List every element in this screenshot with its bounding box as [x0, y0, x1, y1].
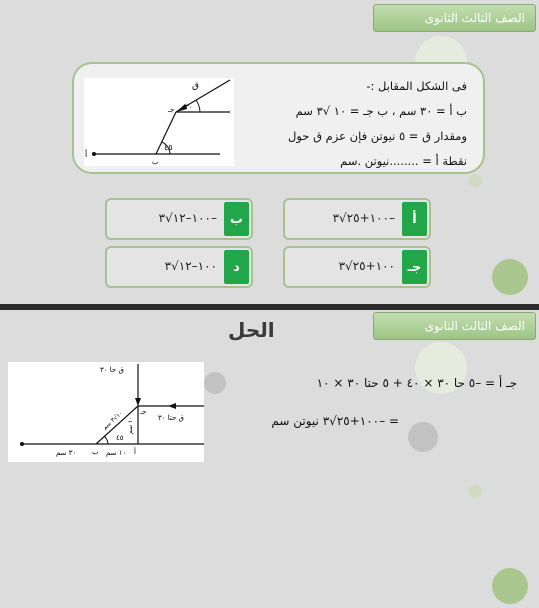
- point-a-label: أ: [85, 150, 88, 159]
- grade-label: الصف الثالث الثانوى: [373, 312, 536, 340]
- solution-line-1: جـ أ = –٥ حا ٣٠ × ٤٠ + ٥ حتا ٣٠ × ١٠: [316, 376, 517, 390]
- option-letter: ب: [224, 202, 249, 236]
- angle-label-30: ٣٠: [185, 103, 193, 111]
- question-text: [222, 74, 467, 174]
- cos-arrowhead: [168, 403, 176, 409]
- option-c[interactable]: [283, 246, 431, 288]
- question-line: ومقدار ق = ٥ نيوتن فإن عزم ق حول: [288, 129, 467, 143]
- solution-line-2: = –١٠٠+٢٥√٣ نيوتن سم: [271, 414, 399, 428]
- option-text: ١٠٠+٢٥√٣: [338, 259, 395, 273]
- force-label: ق: [192, 81, 199, 91]
- solution-title: الحل: [228, 318, 275, 342]
- option-d[interactable]: [105, 246, 253, 288]
- angle-arc: [104, 436, 108, 444]
- point-b-label: ب: [92, 448, 99, 456]
- angle-arc-top: [196, 100, 200, 112]
- solution-slide: [0, 310, 539, 608]
- grade-label: الصف الثالث الثانوى: [373, 4, 536, 32]
- option-text: ١٠٠–١٢√٣: [164, 259, 217, 273]
- option-text: –١٠٠+٢٥√٣: [332, 211, 395, 225]
- question-line: نقطة أ = ........نيوتن .سم: [340, 154, 467, 168]
- slant-length-label: ١٠√٣ سم: [101, 409, 125, 432]
- option-b[interactable]: [105, 198, 253, 240]
- question-box: [72, 62, 485, 174]
- ab-length-label: ٣٠ سم: [56, 449, 77, 457]
- point-a-dot: [92, 152, 96, 156]
- decor-circle: [204, 372, 226, 394]
- point-c-label: جـ: [168, 106, 175, 114]
- option-letter: أ: [402, 202, 427, 236]
- cos-label: ق حتا ٣٠: [158, 414, 184, 422]
- sin-label: ق حا ٣٠: [100, 366, 124, 374]
- option-a[interactable]: [283, 198, 431, 240]
- angle-label: ٤٥: [116, 434, 124, 442]
- solution-diagram: [8, 362, 204, 462]
- ten-length-label: ١٠ سم: [106, 449, 127, 457]
- decor-circle: [492, 259, 528, 295]
- sin-arrowhead: [135, 398, 141, 406]
- point-a-label: أ: [134, 448, 136, 456]
- vertical-length-label: ١٠ سم: [127, 416, 134, 434]
- question-line: فى الشكل المقابل :-: [366, 79, 467, 93]
- decor-circle: [468, 484, 482, 498]
- option-letter: د: [224, 250, 249, 284]
- decor-circle: [492, 568, 528, 604]
- point-b-label: ب: [152, 158, 159, 166]
- decor-circle: [408, 422, 438, 452]
- decor-circle: [468, 174, 482, 188]
- question-line: ب أ = ٣٠ سم ، ب جـ = ١٠ √٣ سم: [295, 104, 467, 118]
- point-c-label: جـ: [140, 408, 147, 416]
- angle-label-45: ٤٥: [164, 143, 173, 152]
- option-text: –١٠٠–١٢√٣: [158, 211, 217, 225]
- point-a-dot: [20, 442, 24, 446]
- force-diagram: [84, 78, 234, 166]
- option-letter: جـ: [402, 250, 427, 284]
